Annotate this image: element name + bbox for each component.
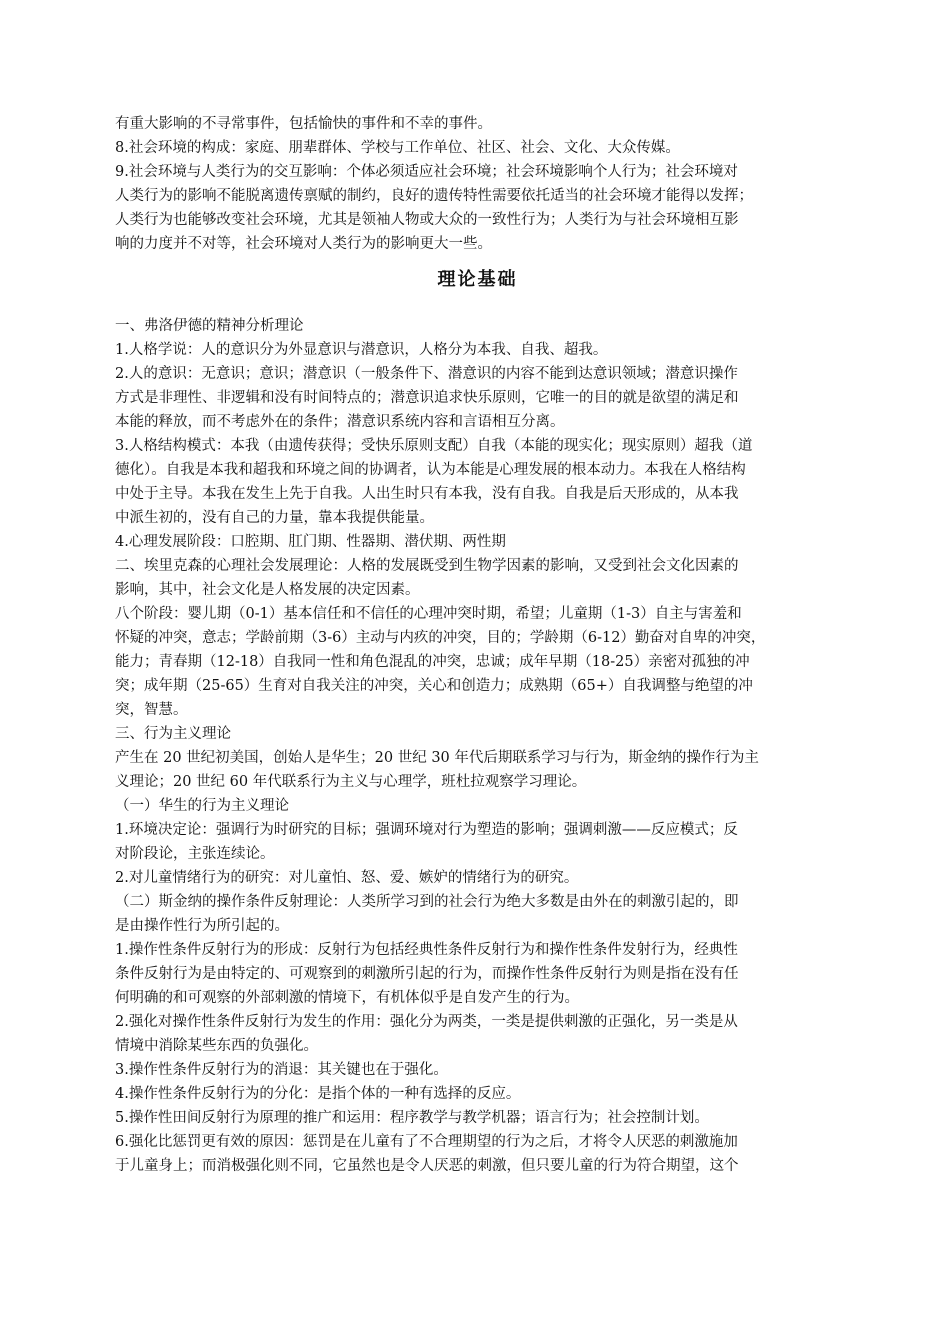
body-paragraphs [115, 314, 840, 1178]
text-line: 中处于主导。本我在发生上先于自我。人出生时只有本我，没有自我。自我是后天形成的，从本我 [115, 486, 739, 502]
text-line: 于儿童身上；而消极强化则不同，它虽然也是令人厌恶的刺激，但只要儿童的行为符合期望，这个 [115, 1158, 739, 1174]
text-line: 情境中消除某些东西的负强化。 [115, 1038, 318, 1054]
text-line: 能力；青春期（12-18）自我同一性和角色混乱的冲突，忠诚；成年早期（18-25）亲密对孤独的冲 [115, 654, 750, 670]
text-line: 二、埃里克森的心理社会发展理论：人格的发展既受到生物学因素的影响，又受到社会文化因素的 [115, 558, 739, 574]
document-page [115, 112, 840, 1178]
text-line: 影响，其中，社会文化是人格发展的决定因素。 [115, 582, 420, 598]
text-line: 1.人格学说：人的意识分为外显意识与潜意识，人格分为本我、自我、超我。 [115, 342, 608, 358]
text-line: 八个阶段：婴儿期（0-1）基本信任和不信任的心理冲突时期，希望；儿童期（1-3）自主与害羞和 [115, 606, 742, 622]
text-line: 条件反射行为是由特定的、可观察到的刺激所引起的行为，而操作性条件反射行为则是指在没有任 [115, 966, 739, 982]
text-line: 突；成年期（25-65）生育对自我关注的冲突，关心和创造力；成熟期（65+）自我调整与绝望的冲 [115, 678, 753, 694]
section-title: 理论基础 [437, 269, 518, 290]
text-line: 方式是非理性、非逻辑和没有时间特点的；潜意识追求快乐原则，它唯一的目的就是欲望的满足和 [115, 390, 739, 406]
text-line: （一）华生的行为主义理论 [115, 798, 289, 814]
text-line: 3.操作性条件反射行为的消退：其关键也在于强化。 [115, 1062, 448, 1078]
text-line: 突，智慧。 [115, 702, 188, 718]
text-line: 5.操作性田间反射行为原理的推广和运用：程序教学与教学机器；语言行为；社会控制计划。 [115, 1110, 709, 1126]
text-line: 一、弗洛伊德的精神分析理论 [115, 318, 304, 334]
text-line: （二）斯金纳的操作条件反射理论：人类所学习到的社会行为绝大多数是由外在的刺激引起的，即 [115, 894, 739, 910]
text-line: 德化）。自我是本我和超我和环境之间的协调者，认为本能是心理发展的根本动力。本我在人格结构 [115, 462, 746, 478]
text-line: 有重大影响的不寻常事件，包括愉快的事件和不幸的事件。 [115, 116, 492, 132]
text-line: 2.对儿童情绪行为的研究：对儿童怕、怒、爱、嫉妒的情绪行为的研究。 [115, 870, 579, 886]
text-line: 人类行为也能够改变社会环境，尤其是领袖人物或大众的一致性行为；人类行为与社会环境相互影 [115, 212, 739, 228]
text-line: 1.操作性条件反射行为的形成：反射行为包括经典性条件反射行为和操作性条件发射行为，经典性 [115, 942, 738, 958]
text-line: 是由操作性行为所引起的。 [115, 918, 289, 934]
text-line: 中派生初的，没有自己的力量，靠本我提供能量。 [115, 510, 434, 526]
text-line: 义理论；20 世纪 60 年代联系行为主义与心理学，班杜拉观察学习理论。 [115, 774, 587, 790]
text-line: 2.强化对操作性条件反射行为发生的作用：强化分为两类，一类是提供刺激的正强化，另一类是从 [115, 1014, 738, 1030]
text-line: 4.心理发展阶段：口腔期、肛门期、性器期、潜伏期、两性期 [115, 534, 506, 550]
text-line: 何明确的和可观察的外部刺激的情境下，有机体似乎是自发产生的行为。 [115, 990, 579, 1006]
text-line: 对阶段论，主张连续论。 [115, 846, 275, 862]
text-line: 本能的释放，而不考虑外在的条件；潜意识系统内容和言语相互分离。 [115, 414, 565, 430]
text-line: 8.社会环境的构成：家庭、朋辈群体、学校与工作单位、社区、社会、文化、大众传媒。 [115, 140, 680, 156]
text-line: 怀疑的冲突，意志；学龄前期（3-6）主动与内疚的冲突，目的；学龄期（6-12）勤奋对自卑的冲突， [115, 630, 766, 646]
text-line: 1.环境决定论：强调行为时研究的目标；强调环境对行为塑造的影响；强调刺激——反应模式；反 [115, 822, 738, 838]
text-line: 人类行为的影响不能脱离遗传禀赋的制约，良好的遗传特性需要依托适当的社会环境才能得以发挥； [115, 188, 753, 204]
text-line: 2.人的意识：无意识；意识；潜意识（一般条件下、潜意识的内容不能到达意识领域；潜意识操作 [115, 366, 738, 382]
text-line: 响的力度并不对等，社会环境对人类行为的影响更大一些。 [115, 236, 492, 252]
text-line: 4.操作性条件反射行为的分化：是指个体的一种有选择的反应。 [115, 1086, 521, 1102]
text-line: 产生在 20 世纪初美国，创始人是华生；20 世纪 30 年代后期联系学习与行为，斯金纳的操作行为主 [115, 750, 759, 766]
text-line: 9.社会环境与人类行为的交互影响：个体必须适应社会环境；社会环境影响个人行为；社会环境对 [115, 164, 738, 180]
text-line: 3.人格结构模式：本我（由遗传获得；受快乐原则支配）自我（本能的现实化；现实原则）超我（道 [115, 438, 753, 454]
text-line: 三、行为主义理论 [115, 726, 231, 742]
text-line: 6.强化比惩罚更有效的原因：惩罚是在儿童有了不合理期望的行为之后，才将令人厌恶的刺激施加 [115, 1134, 738, 1150]
intro-paragraphs [115, 112, 840, 256]
